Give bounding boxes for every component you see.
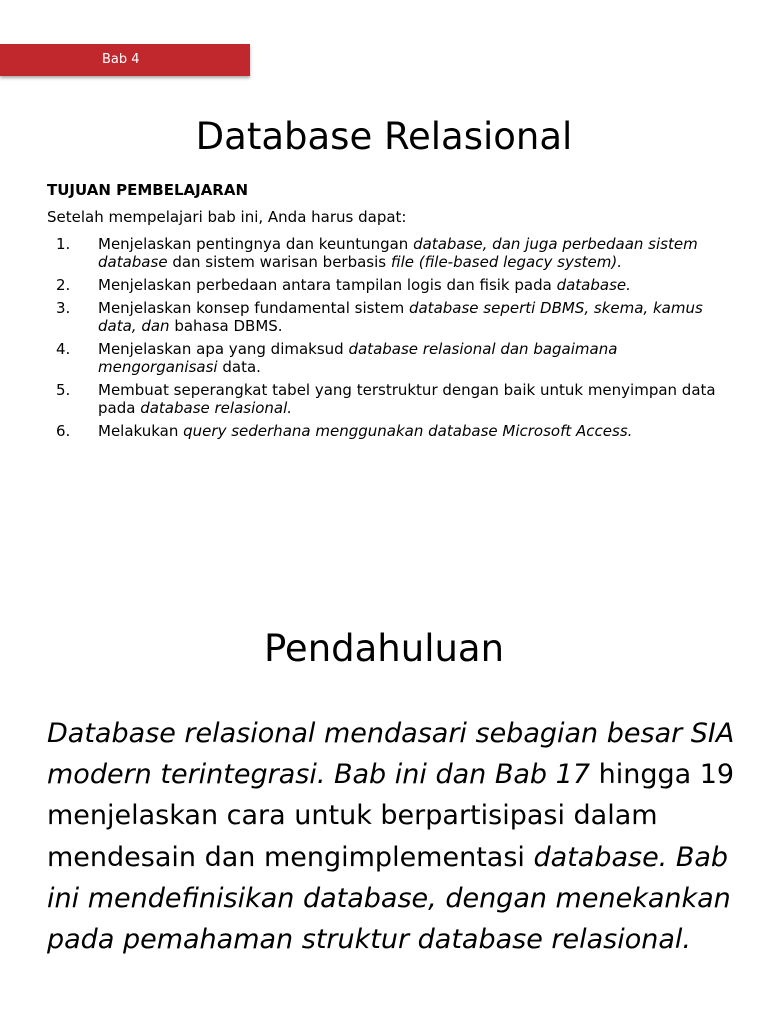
objective-text-italic: database, dan juga perbedaan sistem database xyxy=(98,235,698,271)
paragraph-text-italic: Database relasional mendasari sebagian besar SIA modern terintegrasi. Bab ini dan Bab 17 xyxy=(47,718,735,791)
objective-text: Menjelaskan konsep fundamental sistem xyxy=(98,299,409,317)
objective-item-5 xyxy=(47,381,727,417)
chapter-label: Bab 4 xyxy=(102,52,140,67)
paragraph-text-italic: database. Bab ini mendefinisikan database, dengan menekankan pada pemahaman struktur database relasional. xyxy=(47,841,731,956)
objective-number: 4. xyxy=(56,340,71,358)
objective-number: 1. xyxy=(56,235,71,253)
section-heading: TUJUAN PEMBELAJARAN xyxy=(47,181,249,199)
objective-number: 6. xyxy=(56,422,71,440)
paragraph-text: hingga 19 menjelaskan cara untuk berpartisipasi dalam mendesain dan mengimplementasi xyxy=(47,759,735,873)
objective-text-italic: database relasional. xyxy=(140,399,293,417)
objective-item-3 xyxy=(47,299,727,335)
objective-item-4 xyxy=(47,340,727,376)
objective-text: bahasa DBMS. xyxy=(169,317,283,335)
objective-text-italic: query sederhana menggunakan database Microsoft Access. xyxy=(183,422,633,440)
objective-text: Menjelaskan perbedaan antara tampilan logis dan fisik pada xyxy=(98,276,557,294)
intro-paragraph xyxy=(47,713,737,960)
objective-text-italic: file (file-based legacy system). xyxy=(390,253,622,271)
objective-text: data. xyxy=(217,358,261,376)
objective-item-6 xyxy=(47,422,727,440)
objective-item-2 xyxy=(47,276,727,294)
objective-text-italic: database relasional dan bagaimana mengorganisasi xyxy=(98,340,618,376)
objective-number: 5. xyxy=(56,381,71,399)
objective-text: dan sistem warisan berbasis xyxy=(167,253,391,271)
objective-text-italic: database. xyxy=(556,276,631,294)
intro-text: Setelah mempelajari bab ini, Anda harus dapat: xyxy=(47,208,407,226)
objective-text: Melakukan xyxy=(98,422,184,440)
objective-text: Menjelaskan apa yang dimaksud xyxy=(98,340,349,358)
section-title: Pendahuluan xyxy=(263,627,505,670)
objective-number: 3. xyxy=(56,299,71,317)
objective-item-1 xyxy=(47,235,727,271)
objectives-list xyxy=(47,235,727,445)
objective-text: Membuat seperangkat tabel yang terstruktur dengan baik untuk menyimpan data pada xyxy=(98,381,716,417)
objective-text: Menjelaskan pentingnya dan keuntungan xyxy=(98,235,414,253)
objective-text-italic: database seperti DBMS, skema, kamus data, dan xyxy=(98,299,703,335)
chapter-tab xyxy=(0,44,250,76)
objective-number: 2. xyxy=(56,276,71,294)
page-title: Database Relasional xyxy=(195,115,573,158)
